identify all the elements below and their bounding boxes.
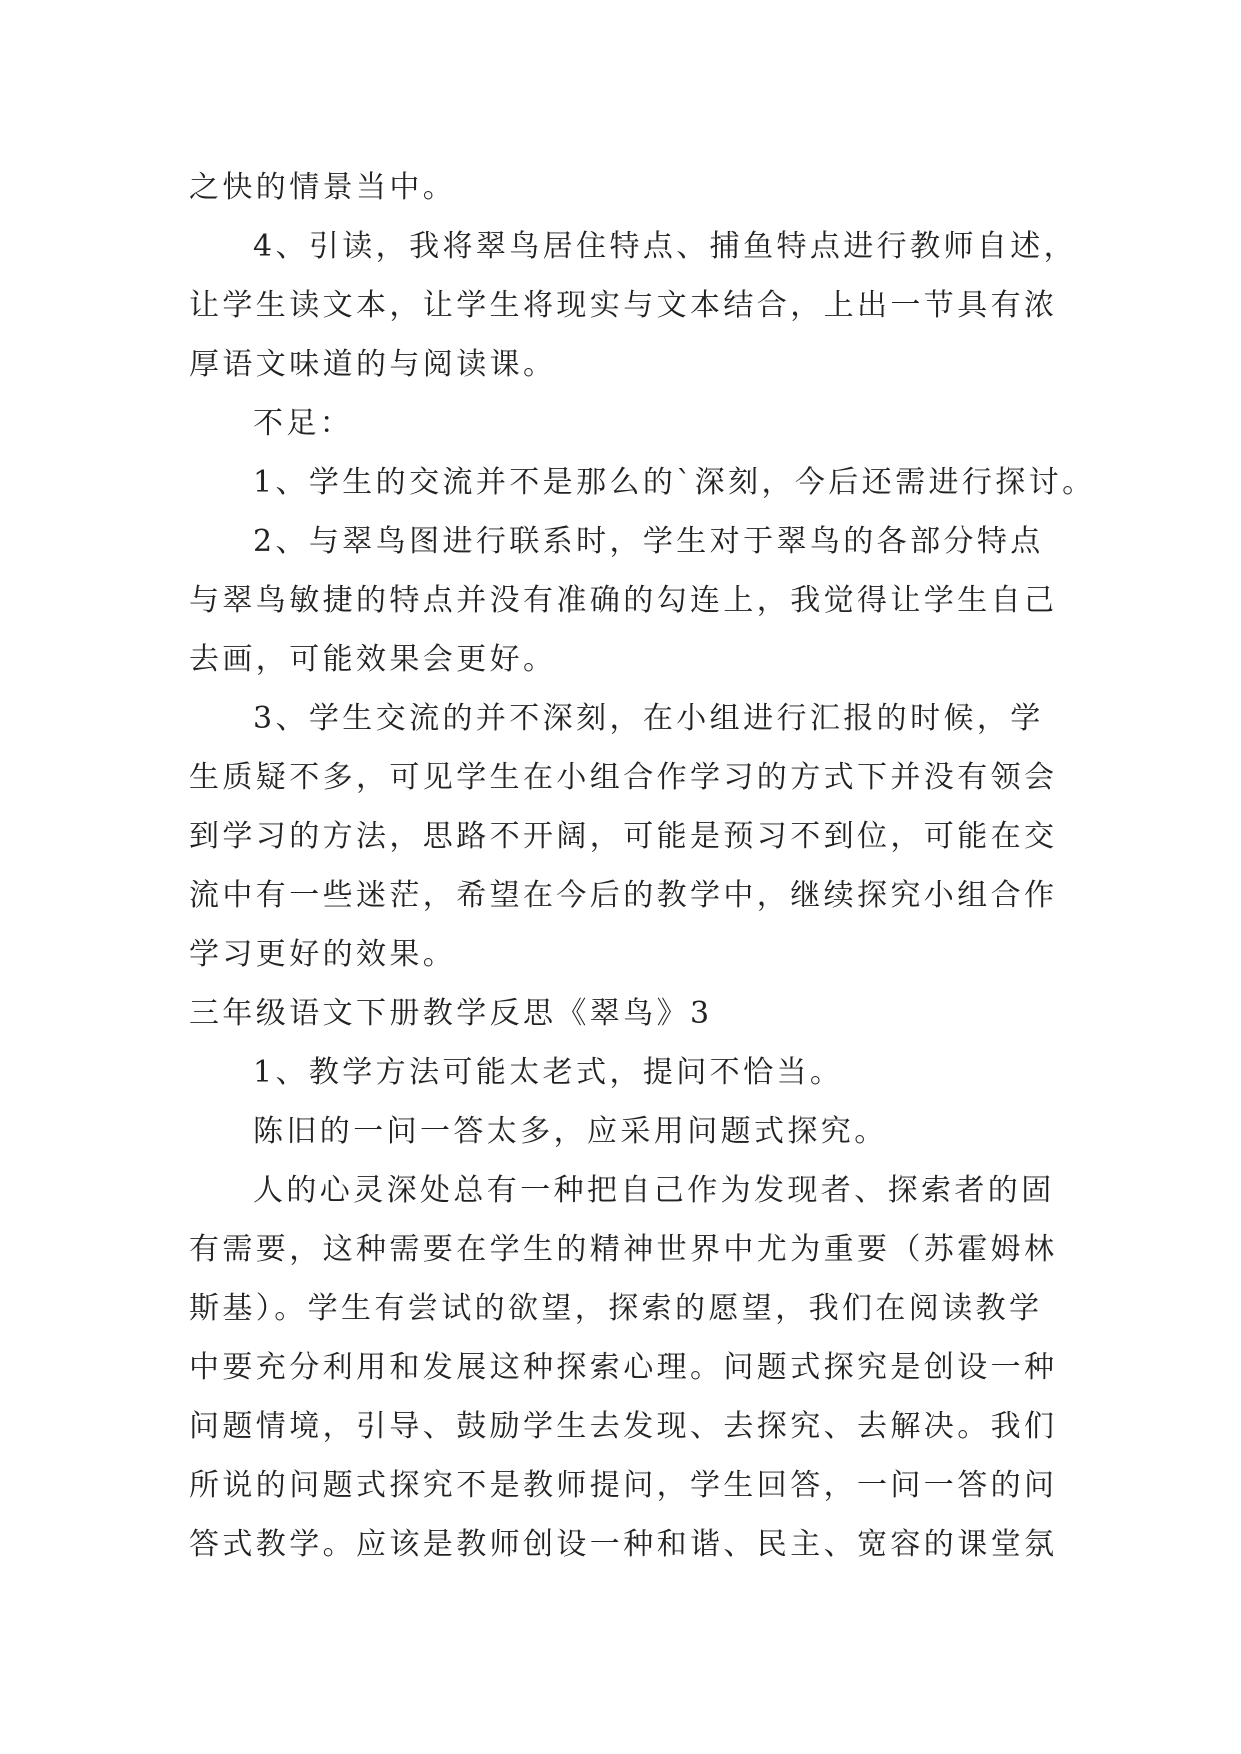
text-line: 学习更好的效果。 — [189, 937, 457, 972]
section-heading: 不足： — [253, 406, 354, 441]
text-line: 陈旧的一问一答太多，应采用问题式探究。 — [253, 1114, 888, 1149]
document-title: 三年级语文下册教学反思《翠鸟》3 — [189, 996, 713, 1031]
text-line: 3、学生交流的并不深刻，在小组进行汇报的时候，学 — [253, 701, 1044, 736]
text-line: 厚语文味道的与阅读课。 — [189, 347, 557, 382]
text-line: 中要充分利用和发展这种探索心理。问题式探究是创设一种 — [189, 1350, 1058, 1385]
text-line: 2、与翠鸟图进行联系时，学生对于翠鸟的各部分特点 — [253, 524, 1044, 559]
text-line: 1、学生的交流并不是那么的`深刻，今后还需进行探讨。 — [253, 465, 1096, 500]
text-line: 让学生读文本，让学生将现实与文本结合，上出一节具有浓 — [189, 288, 1058, 323]
text-line: 答式教学。应该是教师创设一种和谐、民主、宽容的课堂氛 — [189, 1527, 1058, 1562]
text-line: 之快的情景当中。 — [189, 170, 457, 205]
text-line: 1、教学方法可能太老式，提问不恰当。 — [253, 1055, 844, 1090]
text-line: 去画，可能效果会更好。 — [189, 642, 557, 677]
text-line: 有需要，这种需要在学生的精神世界中尤为重要（苏霍姆林 — [189, 1232, 1058, 1267]
text-line: 4、引读，我将翠鸟居住特点、捕鱼特点进行教师自述， — [253, 229, 1078, 264]
text-line: 斯基）。学生有尝试的欲望，探索的愿望，我们在阅读教学 — [189, 1291, 1043, 1326]
text-line: 与翠鸟敏捷的特点并没有准确的勾连上，我觉得让学生自己 — [189, 583, 1058, 618]
text-line: 到学习的方法，思路不开阔，可能是预习不到位，可能在交 — [189, 819, 1058, 854]
text-line: 问题情境，引导、鼓励学生去发现、去探究、去解决。我们 — [189, 1409, 1058, 1444]
text-line: 所说的问题式探究不是教师提问，学生回答，一问一答的问 — [189, 1468, 1058, 1503]
text-line: 人的心灵深处总有一种把自己作为发现者、探索者的固 — [253, 1173, 1055, 1208]
text-line: 生质疑不多，可见学生在小组合作学习的方式下并没有领会 — [189, 760, 1058, 795]
document-body — [189, 158, 1096, 1574]
text-line: 流中有一些迷茫，希望在今后的教学中，继续探究小组合作 — [189, 878, 1058, 913]
